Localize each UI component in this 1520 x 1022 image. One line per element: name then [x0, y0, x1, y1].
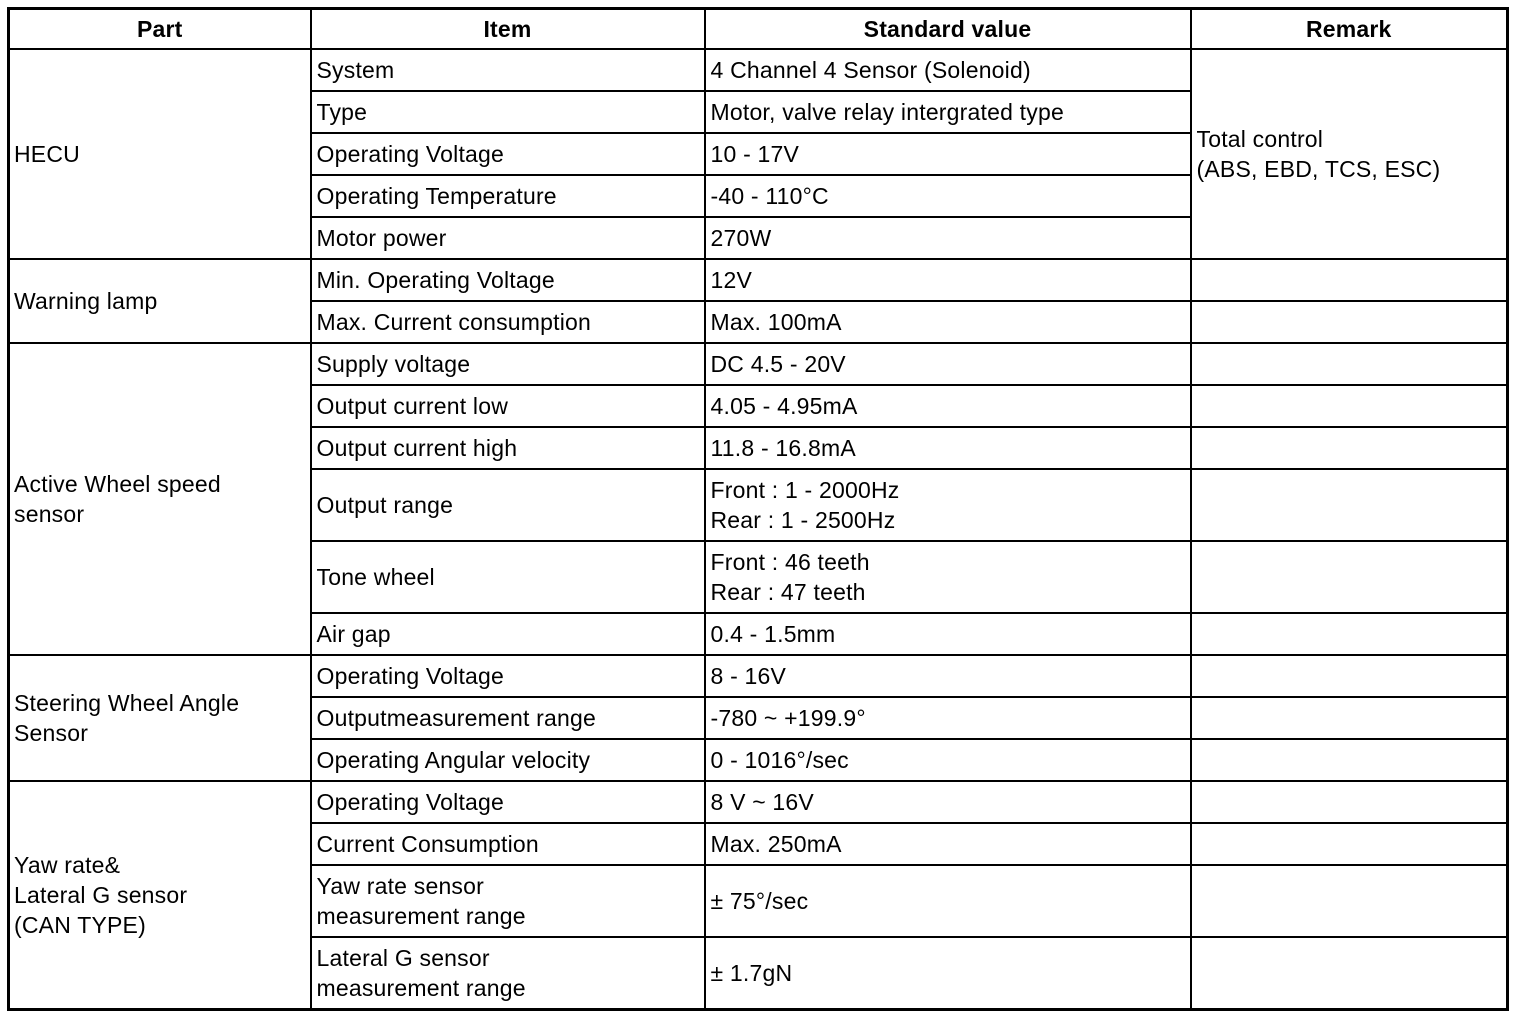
item-cell: System: [311, 49, 705, 91]
standard-value-cell: 4 Channel 4 Sensor (Solenoid): [705, 49, 1191, 91]
header-row: [9, 9, 1508, 50]
table-row: [9, 781, 1508, 823]
item-cell: Motor power: [311, 217, 705, 259]
item-cell: Output current low: [311, 385, 705, 427]
remark-cell: [1191, 343, 1508, 385]
part-cell: Steering Wheel Angle Sensor: [9, 655, 311, 781]
standard-value-cell: Motor, valve relay intergrated type: [705, 91, 1191, 133]
item-cell: Operating Voltage: [311, 133, 705, 175]
item-cell: Operating Voltage: [311, 781, 705, 823]
remark-cell: [1191, 823, 1508, 865]
standard-value-cell: 12V: [705, 259, 1191, 301]
standard-value-cell: 0 - 1016°/sec: [705, 739, 1191, 781]
remark-cell: [1191, 655, 1508, 697]
header-part: Part: [9, 9, 311, 50]
standard-value-cell: Max. 100mA: [705, 301, 1191, 343]
item-cell: Air gap: [311, 613, 705, 655]
item-cell: Operating Angular velocity: [311, 739, 705, 781]
table-row: [9, 259, 1508, 301]
item-cell: Operating Voltage: [311, 655, 705, 697]
item-cell: Lateral G sensor measurement range: [311, 937, 705, 1009]
standard-value-cell: 0.4 - 1.5mm: [705, 613, 1191, 655]
standard-value-cell: 8 - 16V: [705, 655, 1191, 697]
header-remark: Remark: [1191, 9, 1508, 50]
remark-cell: [1191, 739, 1508, 781]
remark-cell: [1191, 937, 1508, 1009]
item-cell: Yaw rate sensor measurement range: [311, 865, 705, 937]
remark-cell: [1191, 865, 1508, 937]
item-cell: Max. Current consumption: [311, 301, 705, 343]
table-row: [9, 49, 1508, 91]
standard-value-cell: Max. 250mA: [705, 823, 1191, 865]
standard-value-cell: ± 75°/sec: [705, 865, 1191, 937]
item-cell: Outputmeasurement range: [311, 697, 705, 739]
header-item: Item: [311, 9, 705, 50]
table-header: [9, 9, 1508, 50]
remark-cell: [1191, 469, 1508, 541]
standard-value-cell: -40 - 110°C: [705, 175, 1191, 217]
remark-cell: [1191, 781, 1508, 823]
part-cell: Warning lamp: [9, 259, 311, 343]
standard-value-cell: -780 ~ +199.9°: [705, 697, 1191, 739]
table-row: [9, 343, 1508, 385]
standard-value-cell: Front : 1 - 2000Hz Rear : 1 - 2500Hz: [705, 469, 1191, 541]
remark-cell: [1191, 385, 1508, 427]
part-cell: Yaw rate& Lateral G sensor (CAN TYPE): [9, 781, 311, 1009]
standard-value-cell: 8 V ~ 16V: [705, 781, 1191, 823]
standard-value-cell: DC 4.5 - 20V: [705, 343, 1191, 385]
item-cell: Current Consumption: [311, 823, 705, 865]
remark-cell: [1191, 613, 1508, 655]
part-cell: HECU: [9, 49, 311, 259]
standard-value-cell: Front : 46 teeth Rear : 47 teeth: [705, 541, 1191, 613]
standard-value-cell: 4.05 - 4.95mA: [705, 385, 1191, 427]
standard-value-cell: ± 1.7gN: [705, 937, 1191, 1009]
item-cell: Operating Temperature: [311, 175, 705, 217]
remark-cell: [1191, 301, 1508, 343]
item-cell: Output current high: [311, 427, 705, 469]
remark-cell: [1191, 541, 1508, 613]
remark-cell: [1191, 259, 1508, 301]
remark-cell: Total control (ABS, EBD, TCS, ESC): [1191, 49, 1508, 259]
table-row: [9, 655, 1508, 697]
remark-cell: [1191, 427, 1508, 469]
remark-cell: [1191, 697, 1508, 739]
table-body: [9, 49, 1508, 1009]
header-standard-value: Standard value: [705, 9, 1191, 50]
standard-value-cell: 270W: [705, 217, 1191, 259]
item-cell: Tone wheel: [311, 541, 705, 613]
item-cell: Supply voltage: [311, 343, 705, 385]
item-cell: Min. Operating Voltage: [311, 259, 705, 301]
spec-table: [7, 7, 1509, 1011]
item-cell: Type: [311, 91, 705, 133]
item-cell: Output range: [311, 469, 705, 541]
standard-value-cell: 11.8 - 16.8mA: [705, 427, 1191, 469]
standard-value-cell: 10 - 17V: [705, 133, 1191, 175]
part-cell: Active Wheel speed sensor: [9, 343, 311, 655]
